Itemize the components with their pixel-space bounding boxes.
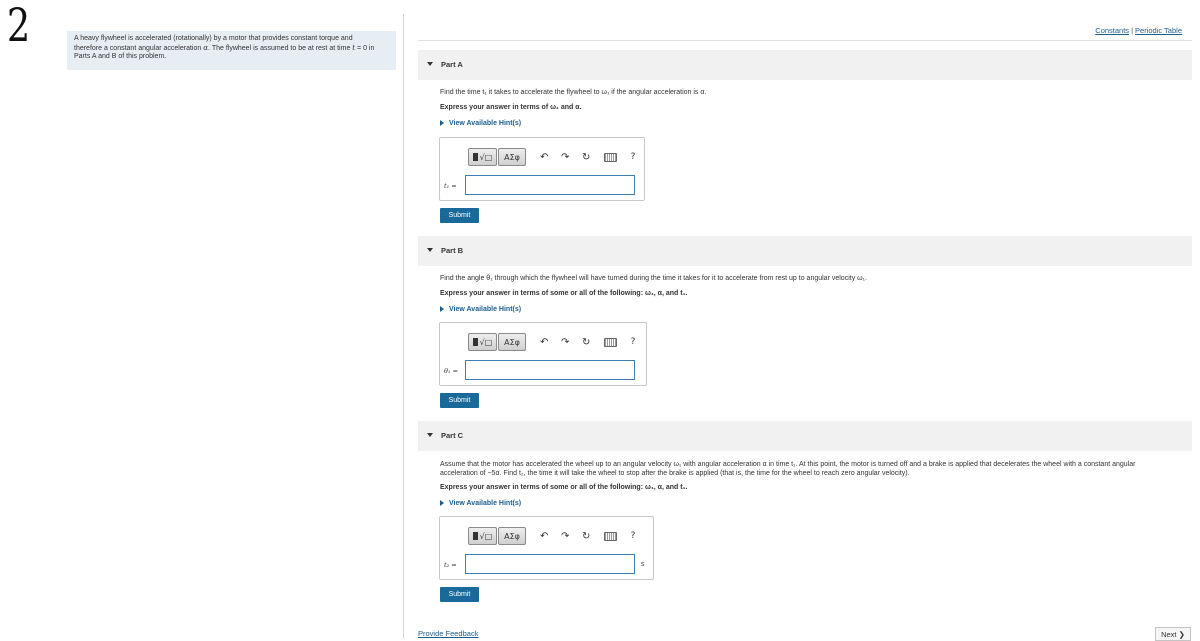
part-a-answer-input[interactable] [465,175,635,195]
part-a-answer-label: t₁ = [444,182,457,190]
provide-feedback-link[interactable]: Provide Feedback [418,629,479,638]
reset-icon[interactable]: ↻ [582,336,591,348]
reset-icon[interactable]: ↻ [582,151,591,163]
part-b-instruction: Express your answer in terms of some or all of the following: ω₁, α, and t₁. [440,290,688,297]
greek-symbols-button[interactable]: ΑΣφ [498,148,526,166]
part-c-question: Assume that the motor has accelerated the wheel up to an angular velocity ω₁ with angular acceleration α in time t₁. At this point, the motor is turned off and a brake is applied that decelerates the wheel with a constant angular acceleration of −5α. Find t₂, the time it will take the wheel to stop after the brake is applied (that is, the time for the wheel to reach zero angular velocity). [440,461,1136,477]
part-a-instruction: Express your answer in terms of ω₁ and α. [440,104,582,111]
collapse-triangle-icon [427,62,433,66]
templates-button[interactable]: √□ [468,333,497,351]
part-b-answer-input[interactable] [465,360,635,380]
intro-line-2: therefore a constant angular acceleration α. The flywheel is assumed to be at rest at time t = 0 in [74,43,375,52]
part-b-hint-link[interactable]: View Available Hint(s) [440,306,521,313]
part-c-answer-box [439,516,654,580]
part-b-answer-box [439,322,647,386]
expand-arrow-icon [440,500,444,506]
math-toolbar [468,148,637,166]
part-a-header[interactable] [418,50,1192,80]
redo-icon[interactable]: ↷ [561,530,570,542]
periodic-table-link[interactable]: Periodic Table [1135,26,1182,35]
redo-icon[interactable]: ↷ [561,336,570,348]
part-b-header[interactable] [418,236,1192,266]
expand-arrow-icon [440,120,444,126]
greek-symbols-button[interactable]: ΑΣφ [498,333,526,351]
undo-icon[interactable]: ↶ [540,336,549,348]
part-a-submit-button[interactable]: Submit [440,208,479,223]
top-links [1095,26,1182,35]
part-c-hint-link[interactable]: View Available Hint(s) [440,500,521,507]
part-c-instruction: Express your answer in terms of some or all of the following: ω₁, α, and t₁. [440,484,688,491]
help-icon[interactable]: ? [630,337,636,347]
header-divider [418,40,1192,41]
keyboard-icon[interactable] [604,532,617,541]
undo-icon[interactable]: ↶ [540,530,549,542]
part-c-answer-input[interactable] [465,554,635,574]
redo-icon[interactable]: ↷ [561,151,570,163]
part-c-answer-label: t₂ = [444,561,457,569]
help-icon[interactable]: ? [630,152,636,162]
part-c-header[interactable] [418,421,1192,451]
part-a-hint-link[interactable]: View Available Hint(s) [440,120,521,127]
part-c-unit: s [641,561,645,568]
intro-line-1: A heavy flywheel is accelerated (rotationally) by a motor that provides constant torque and [74,35,353,42]
part-b-submit-button[interactable]: Submit [440,393,479,408]
part-b-answer-label: θ₁ = [444,367,459,375]
greek-symbols-button[interactable]: ΑΣφ [498,527,526,545]
constants-link[interactable]: Constants [1095,26,1130,35]
problem-intro [67,31,396,70]
part-b-question: Find the angle θ₁ through which the flywheel will have turned during the time it takes for it to accelerate from rest up to angular velocity ω₁. [440,275,867,282]
math-toolbar [468,333,637,351]
link-separator: | [1131,26,1134,35]
part-a-answer-box [439,137,645,201]
reset-icon[interactable]: ↻ [582,530,591,542]
templates-button[interactable]: √□ [468,148,497,166]
handwritten-number: 2 [6,0,31,52]
part-c-submit-button[interactable]: Submit [440,587,479,602]
column-divider [403,14,404,638]
collapse-triangle-icon [427,433,433,437]
part-a-title: Part A [441,60,463,69]
help-icon[interactable]: ? [630,531,636,541]
next-button[interactable]: Next ❯ [1155,627,1191,641]
part-b-title: Part B [441,246,464,255]
keyboard-icon[interactable] [604,338,617,347]
expand-arrow-icon [440,306,444,312]
undo-icon[interactable]: ↶ [540,151,549,163]
part-a-question: Find the time t₁ it takes to accelerate the flywheel to ω₁ if the angular acceleration is α. [440,89,707,96]
math-toolbar [468,527,637,545]
part-c-title: Part C [441,431,464,440]
collapse-triangle-icon [427,248,433,252]
templates-button[interactable]: √□ [468,527,497,545]
intro-line-3: Parts A and B of this problem. [74,53,167,60]
keyboard-icon[interactable] [604,153,617,162]
